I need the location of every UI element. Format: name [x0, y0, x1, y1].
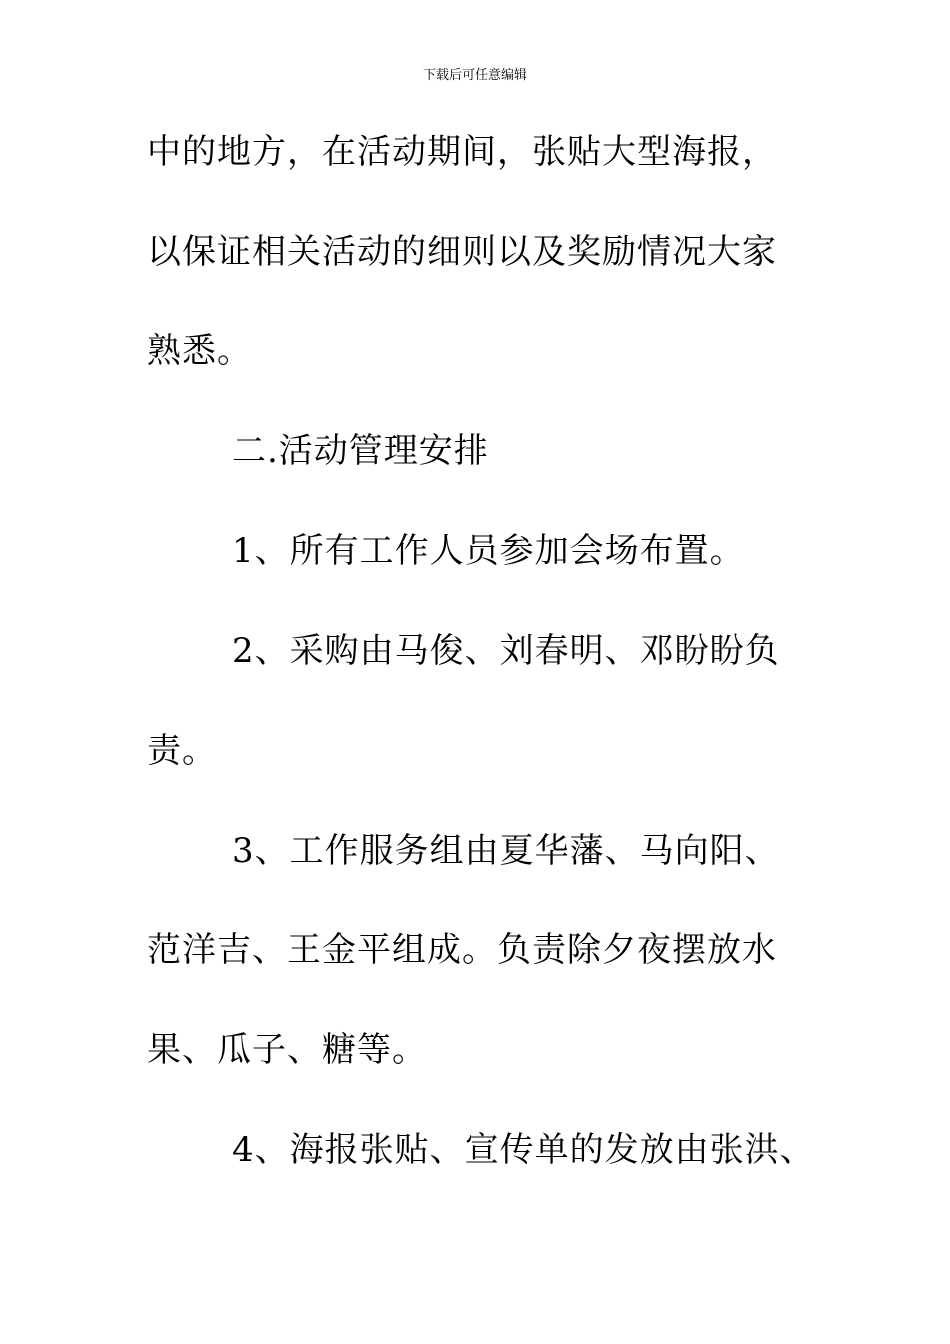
paragraph-line: 以保证相关活动的细则以及奖励情况大家: [147, 232, 777, 272]
paragraph-line: 果、瓜子、糖等。: [147, 1030, 427, 1070]
paragraph-line: 范洋吉、王金平组成。负责除夕夜摆放水: [147, 930, 777, 970]
list-item: 1、所有工作人员参加会场布置。: [232, 531, 745, 571]
paragraph-line: 责。: [147, 731, 217, 771]
paragraph-line: 中的地方，在活动期间，张贴大型海报，: [147, 132, 777, 172]
list-item: 2、采购由马俊、刘春明、邓盼盼负: [232, 631, 780, 671]
paragraph-line: 熟悉。: [147, 331, 252, 371]
list-item: 3、工作服务组由夏华藩、马向阳、: [232, 831, 780, 871]
list-item: 4、海报张贴、宣传单的发放由张洪、: [232, 1130, 815, 1170]
page-header: 下载后可任意编辑: [422, 68, 527, 83]
section-heading: 二.活动管理安排: [232, 431, 489, 471]
